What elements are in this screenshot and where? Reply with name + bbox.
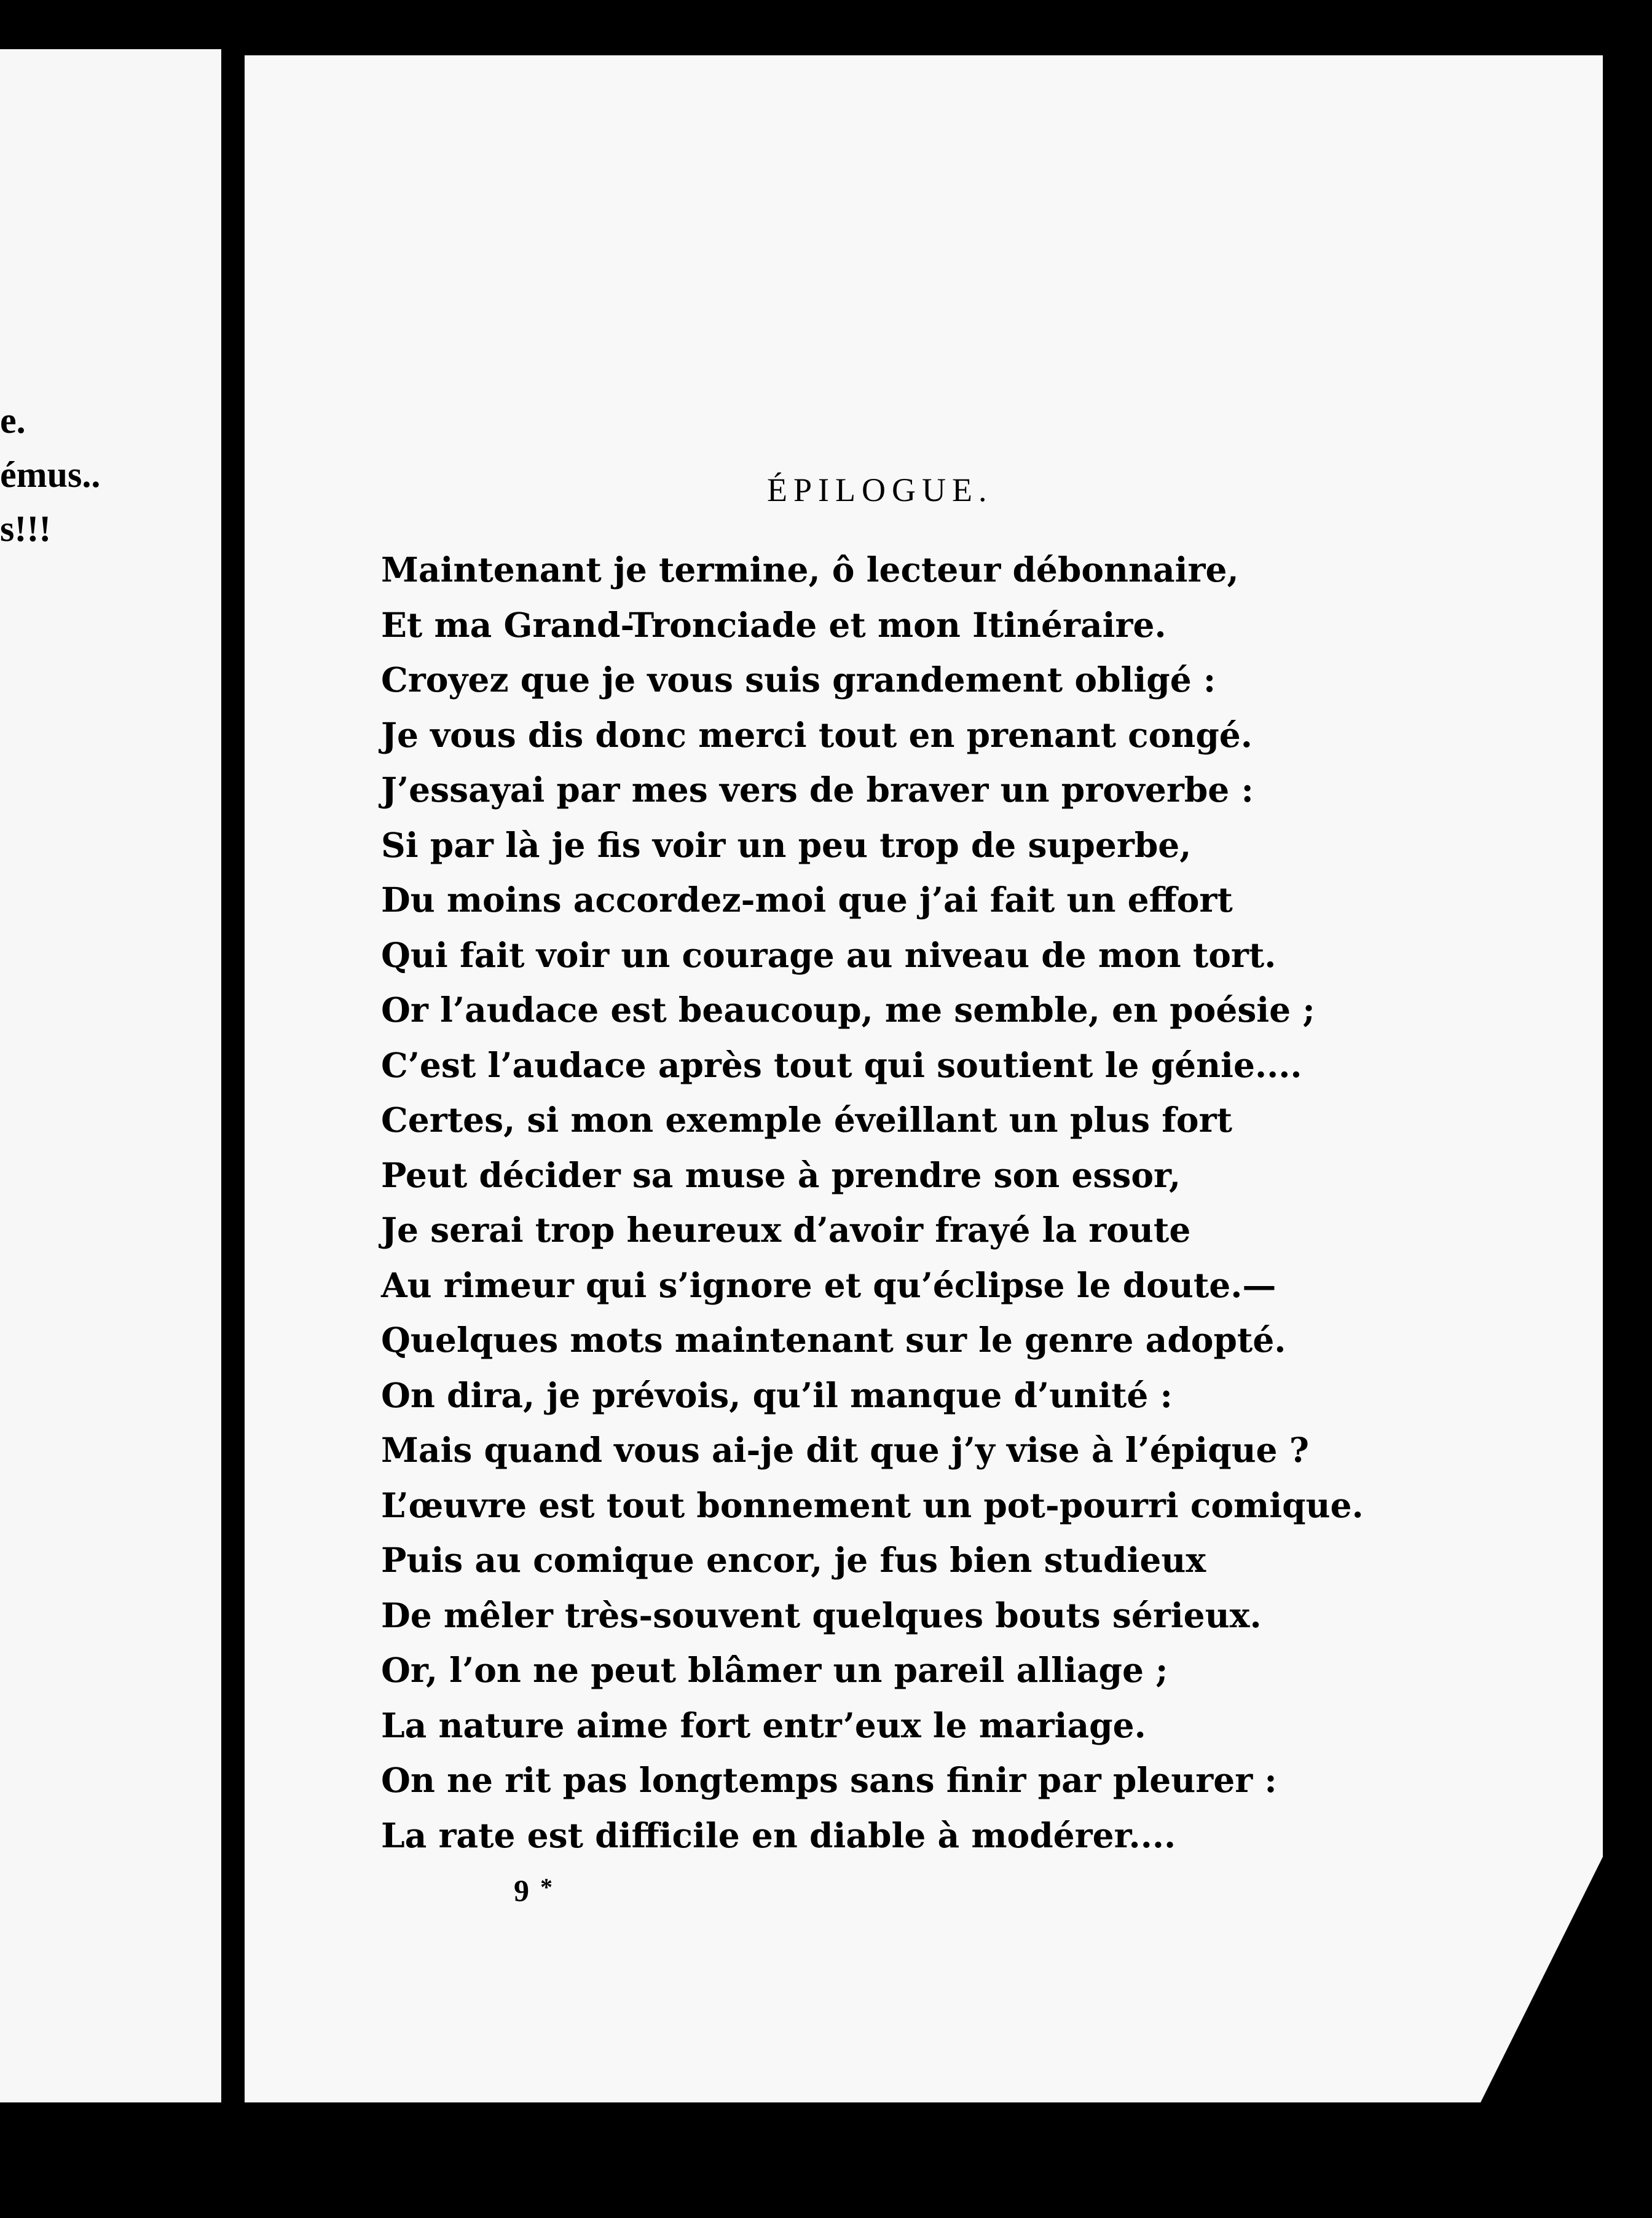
poem-line: L’œuvre est tout bonnement un pot-pourri comique. [381, 1485, 1364, 1525]
poem-line: La rate est difficile en diable à modérer.... [381, 1815, 1176, 1855]
previous-page-text [0, 393, 100, 556]
poem-line: J’essayai par mes vers de braver un proverbe : [381, 770, 1254, 810]
previous-page-edge [0, 49, 221, 2102]
poem-line: Puis au comique encor, je fus bien studieux [381, 1540, 1206, 1580]
signature-star: * [540, 1873, 553, 1901]
poem-line: Si par là je fis voir un peu trop de superbe, [381, 824, 1192, 865]
previous-page-line: émus.. [0, 454, 101, 495]
poem-line: Au rimeur qui s’ignore et qu’éclipse le doute.— [381, 1265, 1276, 1305]
poem-line: On ne rit pas longtemps sans finir par pleurer : [381, 1760, 1277, 1800]
poem-line: On dira, je prévois, qu’il manque d’unité : [381, 1375, 1173, 1415]
page-title: ÉPILOGUE. [767, 472, 993, 508]
poem-line: De mêler très-souvent quelques bouts sérieux. [381, 1595, 1262, 1635]
poem-body [381, 542, 1364, 1863]
poem-line: C’est l’audace après tout qui soutient le génie.... [381, 1044, 1302, 1085]
poem-line: Certes, si mon exemple éveillant un plus fort [381, 1100, 1232, 1140]
poem-line: Or l’audace est beaucoup, me semble, en poésie ; [381, 990, 1315, 1030]
poem-line: Maintenant je termine, ô lecteur débonnaire, [381, 550, 1239, 590]
poem-line: Mais quand vous ai-je dit que j’y vise à l’épique ? [381, 1430, 1309, 1470]
previous-page-line: e. [0, 400, 26, 441]
signature-number: 9 [514, 1873, 529, 1908]
poem-line: Du moins accordez-moi que j’ai fait un effort [381, 880, 1233, 920]
printer-signature [514, 1873, 553, 1908]
poem-line: Croyez que je vous suis grandement obligé : [381, 660, 1216, 700]
poem-line: Quelques mots maintenant sur le genre adopté. [381, 1320, 1286, 1360]
poem-line: Je serai trop heureux d’avoir frayé la route [381, 1210, 1191, 1250]
poem-line: La nature aime fort entr’eux le mariage. [381, 1705, 1146, 1745]
poem-line: Peut décider sa muse à prendre son essor, [381, 1154, 1181, 1195]
poem-line: Et ma Grand-Tronciade et mon Itinéraire. [381, 604, 1166, 645]
previous-page-line: s!!! [0, 508, 52, 549]
poem-line: Qui fait voir un courage au niveau de mon tort. [381, 934, 1276, 975]
poem-line: Or, l’on ne peut blâmer un pareil alliage ; [381, 1650, 1168, 1690]
poem-line: Je vous dis donc merci tout en prenant congé. [381, 714, 1253, 755]
book-gutter [222, 37, 245, 2127]
